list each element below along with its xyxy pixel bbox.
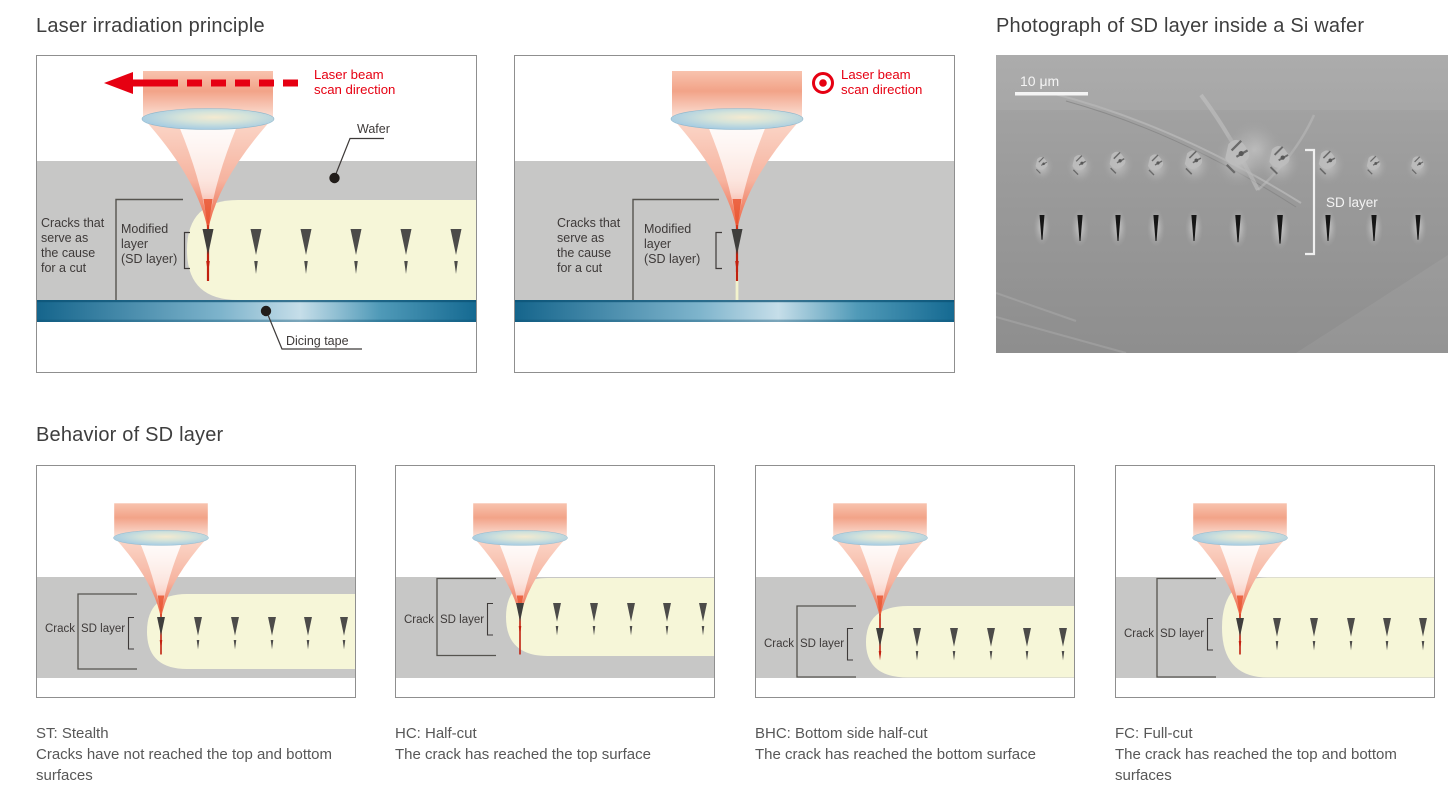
behavior-diagram-hc	[396, 466, 714, 697]
caption-title: ST: Stealth	[36, 725, 109, 742]
svg-text:for a cut: for a cut	[41, 261, 87, 275]
caption-st	[36, 723, 366, 786]
svg-text:Modified: Modified	[121, 222, 169, 236]
svg-text:the cause: the cause	[557, 246, 612, 260]
sd-layer-label: SD layer	[440, 614, 485, 626]
caption-bhc	[755, 723, 1085, 765]
behavior-diagram-bhc	[756, 466, 1074, 697]
sd-layer-region	[866, 606, 1074, 678]
principle-side-view-panel	[36, 55, 477, 373]
dicing-tape-leader-dot-icon	[261, 306, 271, 316]
svg-text:for a cut: for a cut	[557, 261, 603, 275]
scan-direction-label-line1: Laser beam	[841, 67, 911, 82]
caption-desc: Cracks have not reached the top and bottom surfaces	[36, 746, 333, 784]
svg-text:(SD layer): (SD layer)	[644, 252, 701, 266]
sd-layer-region	[1222, 578, 1434, 678]
principle-front-view-diagram	[515, 56, 954, 372]
behavior-section-title: Behavior of SD layer	[36, 424, 224, 446]
behavior-panel-st	[36, 465, 356, 698]
svg-text:layer: layer	[644, 237, 672, 251]
crack-label: Crack	[1124, 628, 1155, 640]
sd-layer-label: SD layer	[81, 623, 126, 635]
behavior-panel-fc	[1115, 465, 1435, 698]
caption-title: BHC: Bottom side half-cut	[755, 725, 928, 742]
sd-layer-label: SD layer	[800, 638, 845, 650]
svg-text:Cracks that: Cracks that	[41, 216, 105, 230]
scan-direction-label-line1: Laser beam	[314, 67, 384, 82]
dicing-tape-band	[37, 300, 476, 322]
crack-label: Crack	[404, 614, 435, 626]
sd-layer-region	[147, 594, 355, 669]
behavior-diagram-st	[37, 466, 355, 697]
caption-desc: The crack has reached the top and bottom surfaces	[1115, 746, 1397, 784]
beam-out-of-page-icon	[814, 74, 833, 93]
sem-image	[996, 55, 1448, 353]
sd-layer-region	[187, 200, 476, 300]
crack-label: Crack	[45, 623, 76, 635]
scale-bar-label: 10 μm	[1020, 73, 1060, 89]
behavior-panel-bhc	[755, 465, 1075, 698]
wafer-leader-dot-icon	[329, 173, 339, 183]
caption-desc: The crack has reached the top surface	[395, 746, 651, 763]
behavior-diagram-fc	[1116, 466, 1434, 697]
principle-front-view-panel	[514, 55, 955, 373]
scan-direction-label-line2: scan direction	[314, 82, 396, 97]
sd-layer-photograph	[996, 55, 1448, 353]
svg-text:the cause: the cause	[41, 246, 96, 260]
svg-text:serve as: serve as	[41, 231, 89, 245]
svg-text:layer: layer	[121, 237, 149, 251]
scale-bar-line	[1015, 92, 1088, 96]
sd-layer-photo-label: SD layer	[1326, 195, 1378, 210]
caption-fc	[1115, 723, 1445, 786]
wafer-label: Wafer	[357, 122, 390, 136]
svg-text:Cracks that: Cracks that	[557, 216, 621, 230]
crack-label: Crack	[764, 638, 795, 650]
svg-text:Modified: Modified	[644, 222, 692, 236]
sd-layer-label: SD layer	[1160, 628, 1205, 640]
caption-title: HC: Half-cut	[395, 725, 477, 742]
dicing-tape-band	[515, 300, 954, 322]
caption-desc: The crack has reached the bottom surface	[755, 746, 1036, 763]
dicing-tape-label: Dicing tape	[286, 334, 349, 348]
sd-layer-region	[506, 578, 714, 656]
caption-hc	[395, 723, 725, 765]
svg-text:(SD layer): (SD layer)	[121, 252, 178, 266]
behavior-panel-hc	[395, 465, 715, 698]
svg-text:serve as: serve as	[557, 231, 605, 245]
principle-section-title: Laser irradiation principle	[36, 15, 265, 37]
scan-direction-label-line2: scan direction	[841, 82, 923, 97]
photo-section-title: Photograph of SD layer inside a Si wafer	[996, 15, 1365, 37]
caption-title: FC: Full-cut	[1115, 725, 1193, 742]
principle-side-view-diagram	[37, 56, 476, 372]
